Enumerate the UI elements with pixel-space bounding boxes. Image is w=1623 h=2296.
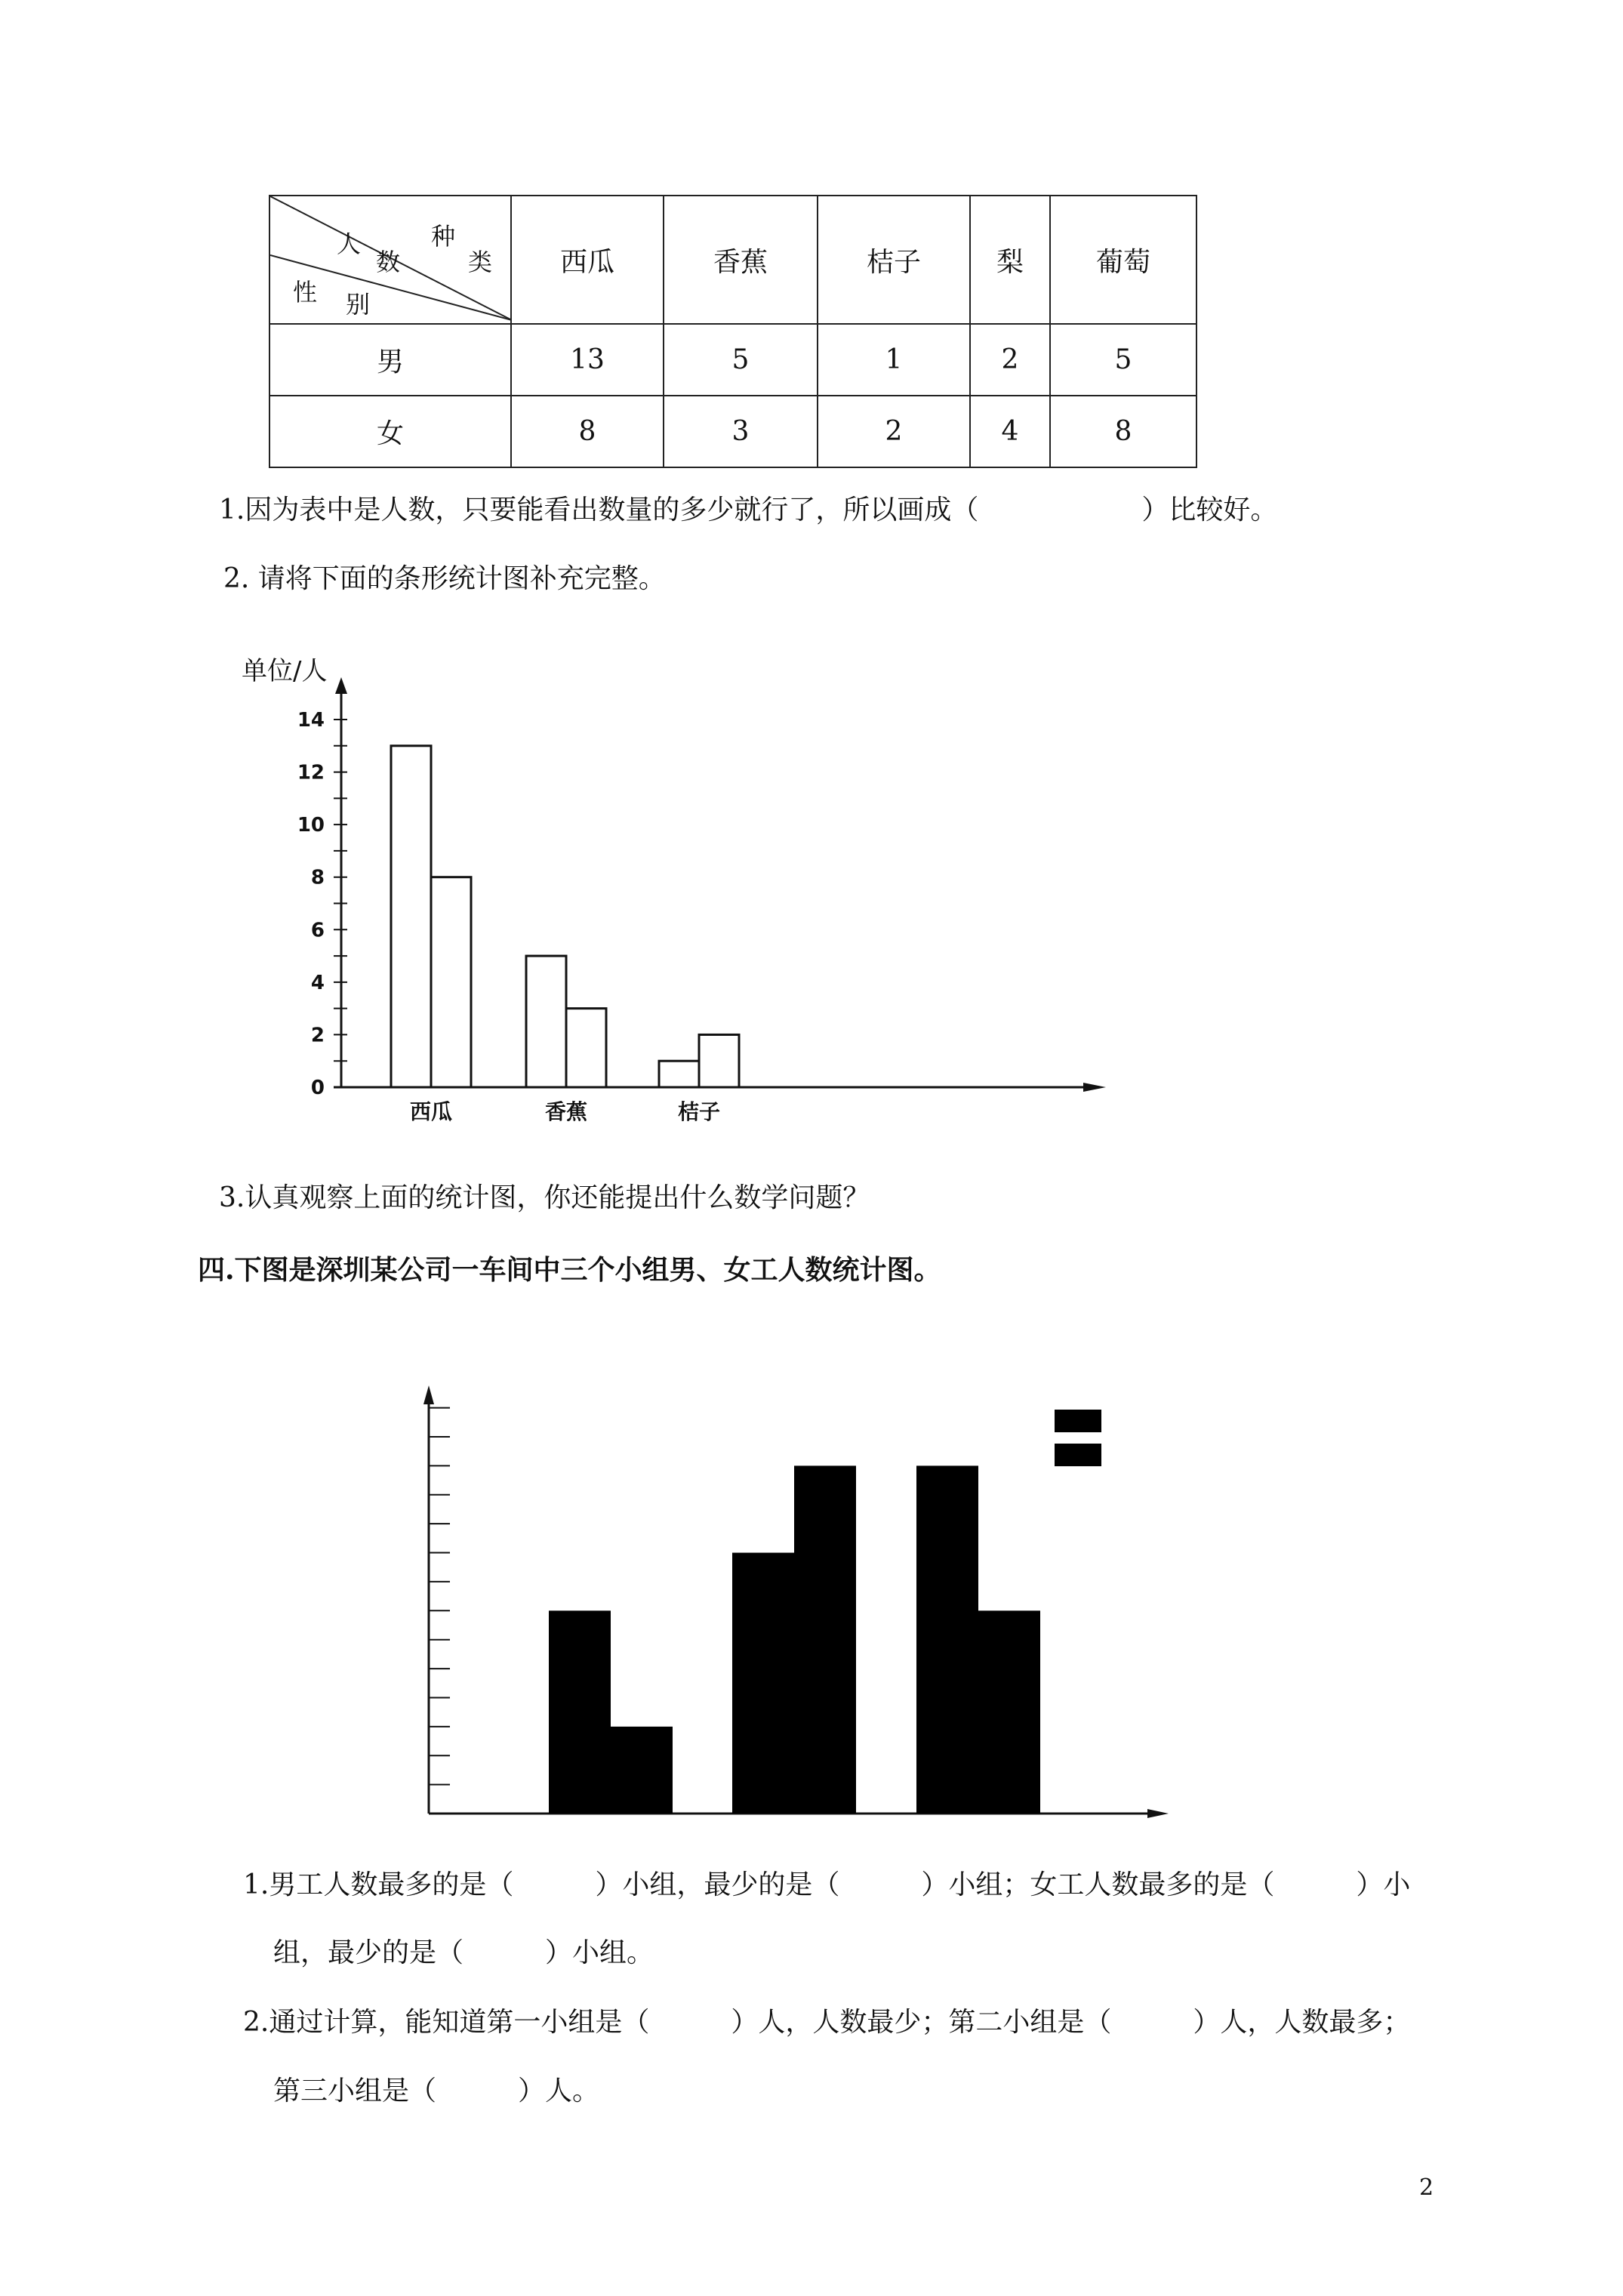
- bar: [794, 1465, 856, 1814]
- table-header-row: [269, 196, 1196, 324]
- header-count-2: 数: [376, 248, 401, 276]
- bar: [611, 1727, 673, 1814]
- x-tick-label: 西瓜: [409, 1099, 453, 1124]
- y-tick-label: 8: [310, 866, 325, 889]
- y-axis-arrow: [423, 1385, 434, 1404]
- workshop-bar-chart: [408, 1370, 1193, 1838]
- question-1: 1.因为表中是人数，只要能看出数量的多少就行了，所以画成（ ）比较好。: [219, 495, 1278, 525]
- bar: [916, 1465, 978, 1814]
- y-tick-label: 2: [310, 1024, 325, 1047]
- column-header: 桔子: [818, 196, 970, 324]
- section-4-question-2-line-2: 第三小组是（ ）人。: [273, 2076, 600, 2106]
- table-cell: 8: [1050, 396, 1196, 467]
- legend-swatch: [1055, 1410, 1101, 1432]
- table-cell: 2: [818, 396, 970, 467]
- x-tick-label: 香蕉: [544, 1099, 588, 1124]
- table-cell: 5: [664, 324, 818, 396]
- header-gender-1: 性: [293, 278, 318, 307]
- table-row: [269, 324, 1196, 396]
- section-4-question-1-line-2: 组，最少的是（ ）小组。: [273, 1937, 654, 1968]
- x-axis-arrow: [1147, 1809, 1169, 1818]
- y-tick-label: 12: [297, 761, 325, 784]
- x-axis-arrow: [1083, 1083, 1106, 1092]
- y-tick-label: 0: [310, 1077, 325, 1099]
- section-4-heading: 四.下图是深圳某公司一车间中三个小组男、女工人数统计图。: [198, 1254, 941, 1286]
- table-cell: 4: [970, 396, 1050, 467]
- table-cell: 8: [511, 396, 664, 467]
- bar: [391, 746, 431, 1087]
- bar: [431, 877, 471, 1087]
- y-tick-label: 10: [297, 814, 325, 837]
- section-4-question-1-line-1: 1.男工人数最多的是（ ）小组，最少的是（ ）小组；女工人数最多的是（ ）小: [243, 1869, 1411, 1900]
- row-label: 女: [269, 396, 511, 467]
- bar: [659, 1061, 699, 1087]
- table-cell: 2: [970, 324, 1050, 396]
- table-cell: 3: [664, 396, 818, 467]
- page-number: 2: [1419, 2174, 1434, 2201]
- header-kind-1: 种: [431, 222, 456, 251]
- table-cell: 5: [1050, 324, 1196, 396]
- table-row: [269, 396, 1196, 467]
- bar: [732, 1553, 794, 1814]
- diagonal-header-cell: [269, 196, 511, 324]
- row-label: 男: [269, 324, 511, 396]
- column-header: 西瓜: [511, 196, 664, 324]
- table-cell: 13: [511, 324, 664, 396]
- y-axis-arrow: [335, 677, 347, 694]
- y-tick-label: 4: [310, 971, 325, 994]
- header-gender-2: 别: [346, 290, 371, 319]
- question-2: 2. 请将下面的条形统计图补充完整。: [223, 563, 666, 594]
- bar: [699, 1034, 739, 1087]
- y-axis-label: 单位/人: [242, 656, 328, 686]
- table-cell: 1: [818, 324, 970, 396]
- x-tick-label: 桔子: [677, 1099, 721, 1124]
- bar: [549, 1610, 611, 1814]
- fruit-preference-table: [269, 195, 1197, 468]
- bar: [566, 1009, 606, 1087]
- y-tick-label: 14: [297, 709, 325, 732]
- legend-swatch: [1055, 1444, 1101, 1466]
- bar: [978, 1610, 1040, 1814]
- y-tick-label: 6: [310, 919, 325, 942]
- column-header: 香蕉: [664, 196, 818, 324]
- question-3: 3.认真观察上面的统计图，你还能提出什么数学问题？: [219, 1182, 870, 1213]
- header-count-1: 人: [337, 230, 362, 258]
- bar: [526, 956, 566, 1087]
- column-header: 葡萄: [1050, 196, 1196, 324]
- section-4-question-2-line-1: 2.通过计算，能知道第一小组是（ ）人，人数最少；第二小组是（ ）人，人数最多；: [243, 2007, 1411, 2038]
- header-kind-2: 类: [468, 248, 493, 276]
- column-header: 梨: [970, 196, 1050, 324]
- fruit-bar-chart: [226, 646, 1132, 1144]
